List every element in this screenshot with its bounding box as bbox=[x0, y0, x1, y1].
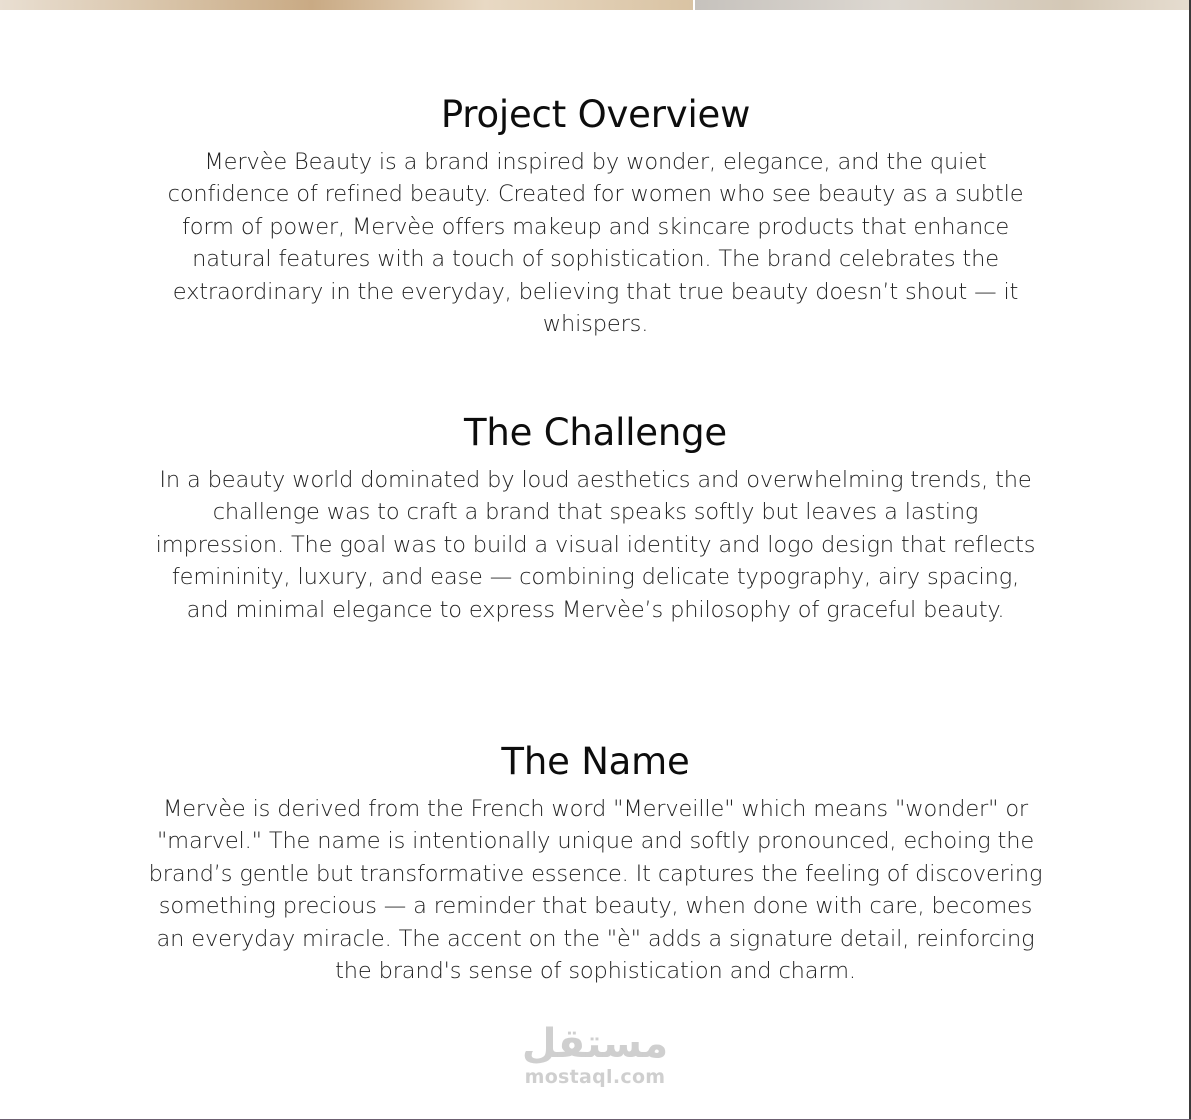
watermark-arabic-text: مستقل bbox=[521, 1021, 669, 1067]
section-body: Mervèe Beauty is a brand inspired by wonder, elegance, and the quiet confidence of refined beauty. Created for women who see beauty as a subtle form of power, Mervèe offers makeup and skincare products that enhance natural features with a touch of sophistication. The brand celebrates the extraordinary in the everyday, believing that true beauty doesn’t shout — it whispers. bbox=[167, 149, 1024, 338]
header-image-strip bbox=[0, 0, 1191, 10]
section-title: The Name bbox=[501, 740, 690, 783]
section-title: The Challenge bbox=[464, 411, 727, 454]
mostaql-watermark-logo bbox=[515, 1022, 675, 1088]
section-project-overview bbox=[140, 92, 1051, 340]
header-image-left bbox=[0, 0, 693, 10]
header-image-right bbox=[695, 0, 1191, 10]
section-the-challenge bbox=[140, 410, 1051, 626]
section-the-name bbox=[140, 739, 1051, 987]
section-title: Project Overview bbox=[440, 93, 751, 136]
section-body: In a beauty world dominated by loud aesthetics and overwhelming trends, the challenge was to craft a brand that speaks softly but leaves a lasting impression. The goal was to build a visual identity and logo design that reflects femininity, luxury, and ease — combining delicate typography, airy spacing, and minimal elegance to express Mervèe’s philosophy of graceful beauty. bbox=[155, 467, 1036, 623]
section-body: Mervèe is derived from the French word "Merveille" which means "wonder" or "marvel." The name is intentionally unique and softly pronounced, echoing the brand’s gentle but transformative essence. It captures the feeling of discovering something precious — a reminder that beauty, when done with care, becomes an everyday miracle. The accent on the "è" adds a signature detail, reinforcing the brand's sense of sophistication and charm. bbox=[148, 796, 1043, 985]
watermark-latin-text: mostaql.com bbox=[524, 1066, 666, 1088]
